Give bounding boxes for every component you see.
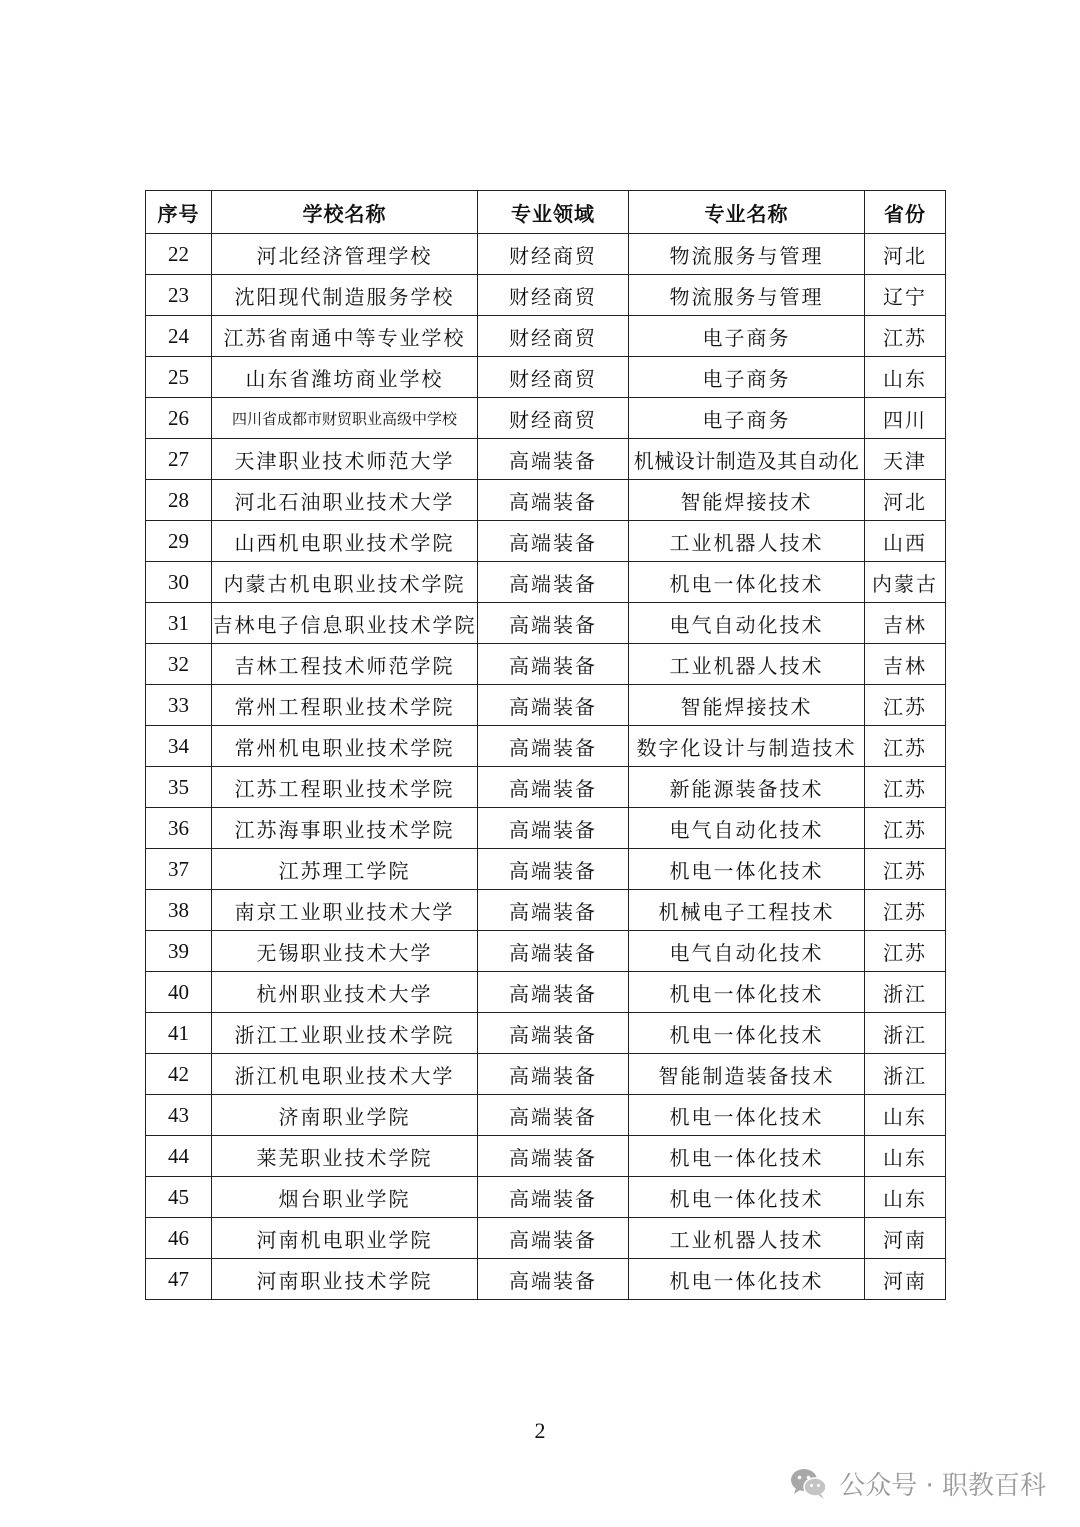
- header-field: 专业领域: [478, 191, 629, 234]
- table-row: [146, 357, 946, 398]
- cell-school-name: 无锡职业技术大学: [212, 931, 478, 972]
- watermark: [789, 1465, 1046, 1502]
- cell-province: 江苏: [865, 685, 946, 726]
- cell-province: 浙江: [865, 1054, 946, 1095]
- cell-major-name: 智能制造装备技术: [629, 1054, 865, 1095]
- table-row: [146, 644, 946, 685]
- cell-field: 高端装备: [478, 1177, 629, 1218]
- cell-field: 高端装备: [478, 685, 629, 726]
- cell-school-name: 莱芜职业技术学院: [212, 1136, 478, 1177]
- cell-index: 26: [146, 398, 212, 439]
- table-row: [146, 316, 946, 357]
- cell-major-name: 机电一体化技术: [629, 562, 865, 603]
- table-row: [146, 480, 946, 521]
- cell-field: 财经商贸: [478, 234, 629, 275]
- cell-school-name: 浙江工业职业技术学院: [212, 1013, 478, 1054]
- cell-major-name: 物流服务与管理: [629, 275, 865, 316]
- table-row: [146, 1218, 946, 1259]
- cell-school-name: 济南职业学院: [212, 1095, 478, 1136]
- cell-major-name: 工业机器人技术: [629, 521, 865, 562]
- cell-school-name: 常州机电职业技术学院: [212, 726, 478, 767]
- cell-index: 35: [146, 767, 212, 808]
- cell-index: 47: [146, 1259, 212, 1300]
- cell-field: 高端装备: [478, 1259, 629, 1300]
- cell-major-name: 机电一体化技术: [629, 1095, 865, 1136]
- cell-province: 山东: [865, 357, 946, 398]
- cell-index: 33: [146, 685, 212, 726]
- cell-major-name: 机电一体化技术: [629, 1013, 865, 1054]
- cell-province: 吉林: [865, 603, 946, 644]
- cell-index: 25: [146, 357, 212, 398]
- cell-school-name: 河北石油职业技术大学: [212, 480, 478, 521]
- cell-school-name: 南京工业职业技术大学: [212, 890, 478, 931]
- cell-major-name: 电气自动化技术: [629, 603, 865, 644]
- cell-province: 江苏: [865, 890, 946, 931]
- cell-major-name: 电气自动化技术: [629, 808, 865, 849]
- cell-major-name: 电气自动化技术: [629, 931, 865, 972]
- cell-school-name: 山东省潍坊商业学校: [212, 357, 478, 398]
- cell-school-name: 杭州职业技术大学: [212, 972, 478, 1013]
- cell-school-name: 江苏工程职业技术学院: [212, 767, 478, 808]
- cell-index: 39: [146, 931, 212, 972]
- header-major-name: 专业名称: [629, 191, 865, 234]
- table-row: [146, 767, 946, 808]
- cell-major-name: 机电一体化技术: [629, 1177, 865, 1218]
- cell-school-name: 吉林电子信息职业技术学院: [212, 603, 478, 644]
- cell-school-name: 四川省成都市财贸职业高级中学校: [212, 398, 478, 439]
- cell-index: 42: [146, 1054, 212, 1095]
- cell-index: 37: [146, 849, 212, 890]
- cell-province: 四川: [865, 398, 946, 439]
- cell-province: 内蒙古: [865, 562, 946, 603]
- cell-field: 高端装备: [478, 1013, 629, 1054]
- table-row: [146, 439, 946, 480]
- cell-province: 河北: [865, 234, 946, 275]
- cell-major-name: 机械设计制造及其自动化: [629, 439, 865, 480]
- cell-index: 34: [146, 726, 212, 767]
- cell-field: 高端装备: [478, 726, 629, 767]
- table-row: [146, 726, 946, 767]
- cell-major-name: 机电一体化技术: [629, 1136, 865, 1177]
- table-row: [146, 521, 946, 562]
- cell-major-name: 机械电子工程技术: [629, 890, 865, 931]
- table-row: [146, 1013, 946, 1054]
- cell-school-name: 浙江机电职业技术大学: [212, 1054, 478, 1095]
- cell-index: 24: [146, 316, 212, 357]
- cell-province: 河南: [865, 1259, 946, 1300]
- cell-field: 财经商贸: [478, 275, 629, 316]
- cell-index: 32: [146, 644, 212, 685]
- cell-major-name: 机电一体化技术: [629, 849, 865, 890]
- watermark-text: 公众号 · 职教百科: [839, 1471, 1046, 1501]
- cell-index: 29: [146, 521, 212, 562]
- cell-province: 江苏: [865, 726, 946, 767]
- cell-school-name: 吉林工程技术师范学院: [212, 644, 478, 685]
- cell-major-name: 智能焊接技术: [629, 685, 865, 726]
- cell-province: 天津: [865, 439, 946, 480]
- cell-field: 高端装备: [478, 1218, 629, 1259]
- cell-province: 辽宁: [865, 275, 946, 316]
- cell-index: 41: [146, 1013, 212, 1054]
- header-school-name: 学校名称: [212, 191, 478, 234]
- header-index: 序号: [146, 191, 212, 234]
- cell-field: 财经商贸: [478, 316, 629, 357]
- cell-index: 46: [146, 1218, 212, 1259]
- cell-field: 高端装备: [478, 480, 629, 521]
- cell-field: 财经商贸: [478, 398, 629, 439]
- cell-field: 高端装备: [478, 890, 629, 931]
- table-body: [146, 234, 946, 1300]
- cell-index: 27: [146, 439, 212, 480]
- cell-major-name: 电子商务: [629, 357, 865, 398]
- cell-index: 36: [146, 808, 212, 849]
- cell-school-name: 沈阳现代制造服务学校: [212, 275, 478, 316]
- cell-school-name: 河南职业技术学院: [212, 1259, 478, 1300]
- cell-school-name: 江苏海事职业技术学院: [212, 808, 478, 849]
- cell-province: 浙江: [865, 972, 946, 1013]
- cell-index: 38: [146, 890, 212, 931]
- table-row: [146, 1259, 946, 1300]
- cell-major-name: 物流服务与管理: [629, 234, 865, 275]
- cell-index: 43: [146, 1095, 212, 1136]
- cell-province: 山西: [865, 521, 946, 562]
- table-row: [146, 931, 946, 972]
- cell-school-name: 内蒙古机电职业技术学院: [212, 562, 478, 603]
- cell-field: 高端装备: [478, 603, 629, 644]
- table-row: [146, 808, 946, 849]
- cell-field: 高端装备: [478, 1136, 629, 1177]
- cell-major-name: 新能源装备技术: [629, 767, 865, 808]
- cell-school-name: 河南机电职业学院: [212, 1218, 478, 1259]
- cell-index: 40: [146, 972, 212, 1013]
- cell-index: 45: [146, 1177, 212, 1218]
- cell-major-name: 电子商务: [629, 316, 865, 357]
- table-row: [146, 1136, 946, 1177]
- table-row: [146, 275, 946, 316]
- table-row: [146, 562, 946, 603]
- table-row: [146, 685, 946, 726]
- cell-school-name: 江苏理工学院: [212, 849, 478, 890]
- cell-major-name: 工业机器人技术: [629, 1218, 865, 1259]
- header-row: [146, 191, 946, 234]
- cell-school-name: 天津职业技术师范大学: [212, 439, 478, 480]
- cell-school-name: 常州工程职业技术学院: [212, 685, 478, 726]
- cell-index: 28: [146, 480, 212, 521]
- cell-province: 河北: [865, 480, 946, 521]
- cell-major-name: 智能焊接技术: [629, 480, 865, 521]
- schools-table: [145, 190, 946, 1300]
- table-header: [146, 191, 946, 234]
- cell-major-name: 工业机器人技术: [629, 644, 865, 685]
- wechat-icon: [789, 1467, 829, 1501]
- cell-province: 江苏: [865, 931, 946, 972]
- table-row: [146, 849, 946, 890]
- cell-index: 31: [146, 603, 212, 644]
- table-row: [146, 603, 946, 644]
- table-row: [146, 890, 946, 931]
- cell-field: 高端装备: [478, 849, 629, 890]
- table-row: [146, 972, 946, 1013]
- page-number: 2: [534, 1418, 546, 1443]
- cell-province: 山东: [865, 1177, 946, 1218]
- cell-field: 高端装备: [478, 521, 629, 562]
- table-row: [146, 1177, 946, 1218]
- cell-major-name: 机电一体化技术: [629, 1259, 865, 1300]
- table-row: [146, 1095, 946, 1136]
- cell-major-name: 电子商务: [629, 398, 865, 439]
- cell-province: 江苏: [865, 849, 946, 890]
- cell-field: 高端装备: [478, 767, 629, 808]
- cell-index: 44: [146, 1136, 212, 1177]
- table-row: [146, 1054, 946, 1095]
- cell-province: 江苏: [865, 316, 946, 357]
- cell-province: 浙江: [865, 1013, 946, 1054]
- cell-province: 吉林: [865, 644, 946, 685]
- header-province: 省份: [865, 191, 946, 234]
- cell-province: 江苏: [865, 808, 946, 849]
- cell-province: 河南: [865, 1218, 946, 1259]
- cell-school-name: 河北经济管理学校: [212, 234, 478, 275]
- cell-school-name: 烟台职业学院: [212, 1177, 478, 1218]
- cell-field: 高端装备: [478, 1095, 629, 1136]
- cell-field: 财经商贸: [478, 357, 629, 398]
- cell-field: 高端装备: [478, 972, 629, 1013]
- cell-index: 22: [146, 234, 212, 275]
- cell-major-name: 数字化设计与制造技术: [629, 726, 865, 767]
- cell-province: 山东: [865, 1136, 946, 1177]
- cell-index: 30: [146, 562, 212, 603]
- cell-field: 高端装备: [478, 644, 629, 685]
- table-row: [146, 234, 946, 275]
- cell-school-name: 山西机电职业技术学院: [212, 521, 478, 562]
- cell-province: 江苏: [865, 767, 946, 808]
- table-row: [146, 398, 946, 439]
- cell-field: 高端装备: [478, 931, 629, 972]
- cell-field: 高端装备: [478, 439, 629, 480]
- cell-field: 高端装备: [478, 562, 629, 603]
- cell-school-name: 江苏省南通中等专业学校: [212, 316, 478, 357]
- cell-province: 山东: [865, 1095, 946, 1136]
- cell-major-name: 机电一体化技术: [629, 972, 865, 1013]
- cell-field: 高端装备: [478, 1054, 629, 1095]
- cell-field: 高端装备: [478, 808, 629, 849]
- cell-index: 23: [146, 275, 212, 316]
